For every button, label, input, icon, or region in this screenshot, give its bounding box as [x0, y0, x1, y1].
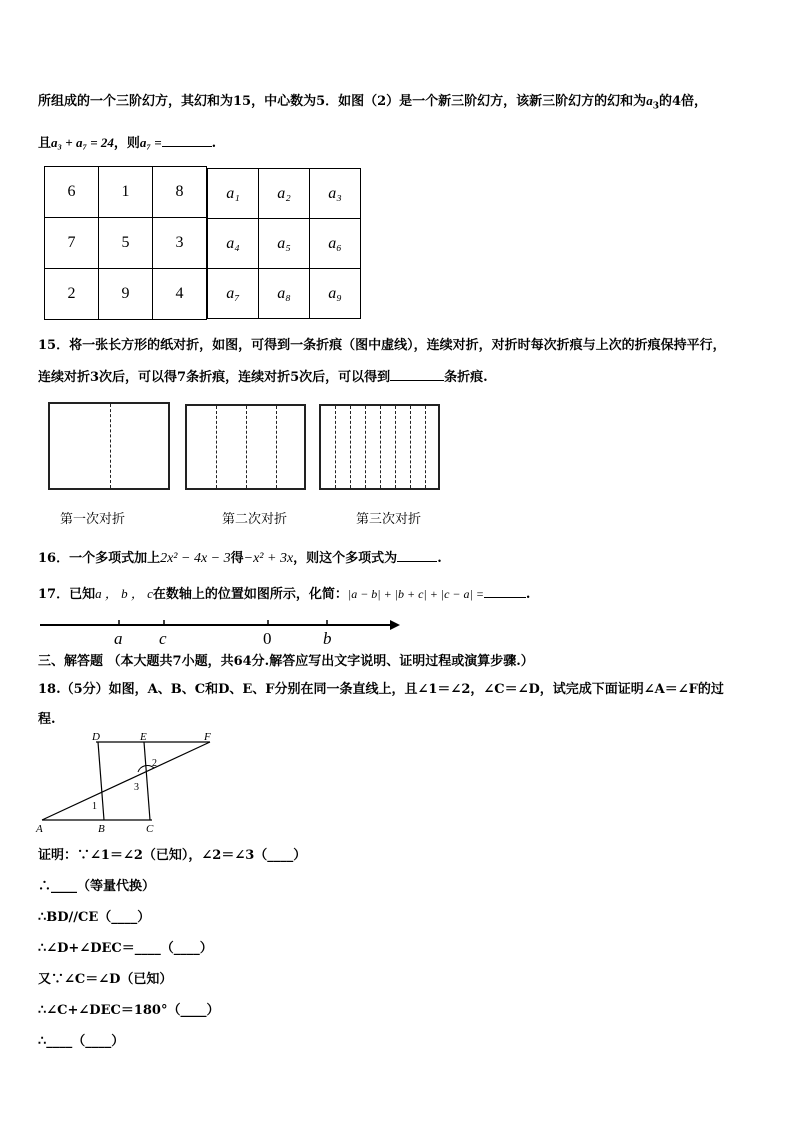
fold-figure-1 — [48, 402, 170, 490]
angle-label-3: 3 — [134, 782, 139, 793]
intro-tail: 的4倍， — [658, 94, 707, 109]
proof-line-6: ∴∠C+∠DEC＝180°（____） — [38, 1003, 220, 1018]
magic-square-2 — [207, 168, 361, 319]
fold-crease — [425, 406, 426, 488]
q16-tail: . — [437, 551, 442, 566]
fold-crease — [335, 406, 336, 488]
label-c: c — [159, 629, 167, 648]
q17-vars: a ， b ， c — [95, 586, 153, 601]
magic-square-1-cell: 5 — [99, 218, 153, 269]
line-EC — [144, 742, 150, 820]
label-A: A — [36, 823, 43, 835]
q15-line-2 — [38, 366, 488, 385]
q18-line-2: 程. — [38, 712, 56, 727]
label-F: F — [204, 731, 211, 743]
magic-square-2-cell: a₆ — [310, 219, 361, 269]
line-DB — [98, 742, 104, 820]
magic-square-2-cell: a₅ — [259, 219, 310, 269]
fold-crease — [365, 406, 366, 488]
fold-crease — [246, 406, 247, 488]
intro-line-2 — [38, 132, 216, 151]
var-a: a — [646, 93, 653, 108]
label-D: D — [92, 731, 100, 743]
fold-figure-2 — [185, 404, 306, 490]
magic-square-1-cell: 9 — [99, 269, 153, 320]
q17-tail: . — [525, 587, 531, 602]
answer-blank-q15[interactable] — [390, 368, 444, 381]
q15-tail: 条折痕. — [444, 370, 488, 385]
fold-crease — [410, 406, 411, 488]
q17-mid: 在数轴上的位置如图所示，化简： — [152, 587, 348, 602]
q15-line-1: 15．将一张长方形的纸对折，如图，可得到一条折痕（图中虚线），连续对折，对折时每次折痕与上次的折痕保持平行， — [38, 338, 726, 353]
magic-square-2-cell: a₁ — [208, 169, 259, 219]
q16-end: ，则这个多项式为 — [293, 551, 398, 566]
q16-expr1: 2x² − 4x − 3 — [160, 551, 231, 566]
q17-expr: |a − b| + |b + c| + |c − a| = — [347, 587, 484, 601]
q16-start: 16．一个多项式加上 — [38, 551, 161, 566]
q18-line-1: 18.（5分）如图，A、B、C和D、E、F分别在同一条直线上，且∠1＝∠2，∠C＝∠D，试完成下面证明∠A＝∠F的过 — [38, 682, 724, 697]
q17-line — [38, 583, 530, 602]
q16-expr2: −x² + 3x — [243, 551, 294, 566]
proof-line-5: 又∵∠C＝∠D（已知） — [38, 972, 173, 987]
magic-square-1-cell: 7 — [45, 218, 99, 269]
intro2-mid: ，则 — [113, 136, 140, 151]
magic-square-2-cell: a₄ — [208, 219, 259, 269]
label-B: B — [98, 823, 105, 835]
fold-crease — [395, 406, 396, 488]
intro-text: 所组成的一个三阶幻方，其幻和为15，中心数为5．如图（2）是一个新三阶幻方，该新三阶幻方的幻和为 — [38, 94, 647, 109]
proof-line-3: ∴BD//CE（____） — [38, 910, 151, 925]
intro2-end: . — [211, 136, 217, 151]
fold-figure-3 — [319, 404, 440, 490]
label-0: 0 — [263, 629, 272, 648]
label-C: C — [146, 823, 154, 835]
q16-mid: 得 — [230, 551, 244, 566]
line-AF — [42, 742, 210, 820]
magic-square-1-cell: 6 — [45, 167, 99, 218]
section-3-heading: 三、解答题 （本大题共7小题，共64分.解答应写出文字说明、证明过程或演算步骤.） — [38, 654, 534, 669]
proof-line-1: 证明：∵∠1＝∠2（已知），∠2＝∠3（____） — [38, 848, 307, 863]
magic-square-1 — [44, 166, 207, 320]
var-sub: 3 — [652, 101, 659, 112]
fold-crease — [380, 406, 381, 488]
arrow-head — [390, 620, 400, 630]
intro2-target: a₇ = — [139, 135, 162, 150]
angle-label-1: 1 — [92, 801, 97, 812]
number-line — [38, 608, 408, 650]
magic-square-1-cell: 8 — [153, 167, 207, 218]
proof-line-4: ∴∠D+∠DEC＝____（____） — [38, 941, 213, 956]
magic-square-1-cell: 3 — [153, 218, 207, 269]
q16-line — [38, 547, 442, 567]
proof-line-2: ∴____（等量代换） — [38, 879, 156, 894]
intro2-expr: a₃ + a₇ = 24 — [51, 135, 114, 150]
magic-square-1-cell: 1 — [99, 167, 153, 218]
fold-crease — [110, 404, 111, 488]
fold-caption-2: 第二次对折 — [222, 512, 288, 527]
q15-text: 连续对折3次后，可以得7条折痕，连续对折5次后，可以得到 — [38, 370, 391, 385]
fold-caption-1: 第一次对折 — [60, 512, 126, 527]
label-a: a — [114, 629, 123, 648]
answer-blank-q17[interactable] — [484, 585, 526, 598]
magic-square-2-cell: a₃ — [310, 169, 361, 219]
label-E: E — [140, 731, 147, 743]
intro2-start: 且 — [38, 136, 52, 151]
fold-crease — [216, 406, 217, 488]
answer-blank-q16[interactable] — [397, 549, 437, 562]
intro-line-1 — [38, 90, 707, 112]
magic-square-2-cell: a₇ — [208, 269, 259, 319]
label-b: b — [323, 629, 332, 648]
angle-label-2: 2 — [152, 758, 157, 769]
magic-square-2-cell: a₂ — [259, 169, 310, 219]
proof-line-7: ∴____（____） — [38, 1034, 125, 1049]
fold-crease — [276, 406, 277, 488]
q17-start: 17．已知 — [38, 587, 96, 602]
magic-square-1-cell: 2 — [45, 269, 99, 320]
magic-square-2-cell: a₈ — [259, 269, 310, 319]
geometry-figure — [34, 728, 224, 836]
magic-square-1-cell: 4 — [153, 269, 207, 320]
fold-crease — [350, 406, 351, 488]
fold-caption-3: 第三次对折 — [356, 512, 422, 527]
magic-square-2-cell: a₉ — [310, 269, 361, 319]
answer-blank-a7[interactable] — [162, 134, 212, 147]
